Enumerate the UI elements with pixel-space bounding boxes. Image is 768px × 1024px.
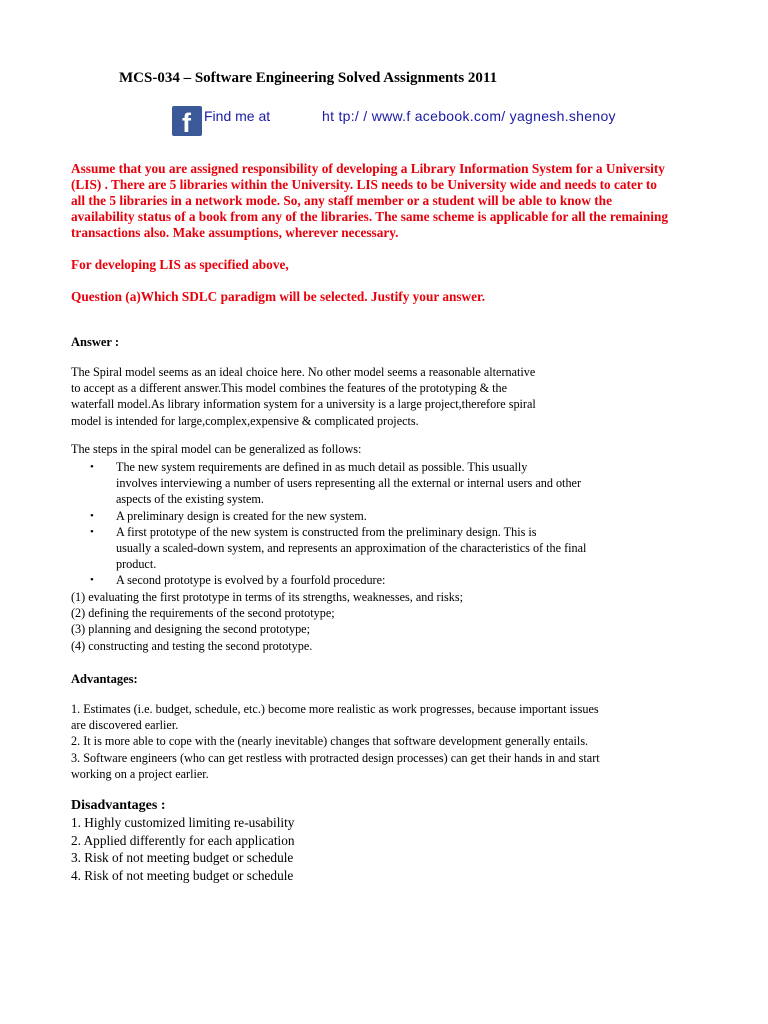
answer-line: waterfall model.As library information system for a university is a large project,therefore spiral [71,397,536,412]
bullet-line: The new system requirements are defined in as much detail as possible. This usually [116,460,528,474]
answer-heading: Answer : [71,335,120,349]
procedure-list [71,589,463,654]
steps-list [90,459,660,589]
facebook-icon: f [172,106,202,136]
question-paragraph [71,161,711,241]
find-me-label: Find me at [204,108,271,124]
bullet-line: A second prototype is evolved by a fourfold procedure: [116,573,386,588]
bullet-line: usually a scaled-down system, and represents an approximation of the characteristics of the final [116,541,587,556]
spec-line: For developing LIS as specified above, [71,257,289,272]
list-item [90,459,660,508]
question-line: availability status of a book from any of the libraries. The same scheme is applicable for all the remaining [71,209,669,224]
question-line: transactions also. Make assumptions, wherever necessary. [71,225,399,240]
procedure-item: (4) constructing and testing the second prototype. [71,638,313,653]
disadvantages-heading: Disadvantages : [71,798,166,813]
list-item [90,524,660,573]
question-line: (LIS) . There are 5 libraries within the University. LIS needs to be University wide and needs to cater to [71,177,657,192]
advantage-line: are discovered earlier. [71,718,179,733]
bullet-icon: • [90,509,94,522]
disadvantage-item: 3. Risk of not meeting budget or schedule [71,850,294,865]
disadvantage-item: 4. Risk of not meeting budget or schedule [71,867,294,883]
bullet-line: aspects of the existing system. [116,492,264,507]
disadvantage-item: 2. Applied differently for each application [71,832,295,848]
advantages-heading: Advantages: [71,672,138,686]
answer-paragraph [71,364,671,429]
facebook-link[interactable]: ht tp:/ / www.f acebook.com/ yagnesh.shenoy [322,108,616,124]
bullet-icon: • [90,574,94,587]
disadvantages-list [71,814,295,884]
document-title: MCS-034 – Software Engineering Solved Assignments 2011 [119,70,498,86]
procedure-item: (3) planning and designing the second prototype; [71,622,310,637]
answer-line: model is intended for large,complex,expensive & complicated projects. [71,413,419,428]
question-line: all the 5 libraries in a network mode. So, any staff member or a student will be able to know the [71,193,612,208]
disadvantage-item: 1. Highly customized limiting re-usability [71,815,295,830]
procedure-item: (1) evaluating the first prototype in terms of its strengths, weaknesses, and risks; [71,590,463,604]
advantage-line: 3. Software engineers (who can get restless with protracted design processes) can get their hands in and start [71,750,600,765]
bullet-icon: • [90,461,94,473]
steps-intro: The steps in the spiral model can be generalized as follows: [71,442,362,456]
advantages-list [71,701,711,782]
advantage-line: working on a project earlier. [71,766,209,781]
procedure-item: (2) defining the requirements of the second prototype; [71,606,335,621]
bullet-line: A first prototype of the new system is constructed from the preliminary design. This is [116,524,537,539]
advantage-line: 1. Estimates (i.e. budget, schedule, etc.) become more realistic as work progresses, because important issues [71,702,599,716]
list-item [90,572,660,588]
bullet-line: A preliminary design is created for the new system. [116,508,367,523]
answer-line: The Spiral model seems as an ideal choice here. No other model seems a reasonable alternative [71,365,536,379]
bullet-icon: • [90,525,94,538]
question-line: Assume that you are assigned responsibility of developing a Library Information System for a University [71,161,665,176]
advantage-line: 2. It is more able to cope with the (nearly inevitable) changes that software development generally entails. [71,734,589,749]
bullet-line: product. [116,557,157,572]
answer-line: to accept as a different answer.This model combines the features of the prototyping & the [71,381,508,396]
bullet-line: involves interviewing a number of users representing all the external or internal users and other [116,476,582,491]
question-a: Question (a)Which SDLC paradigm will be selected. Justify your answer. [71,289,486,304]
list-item [90,508,660,524]
